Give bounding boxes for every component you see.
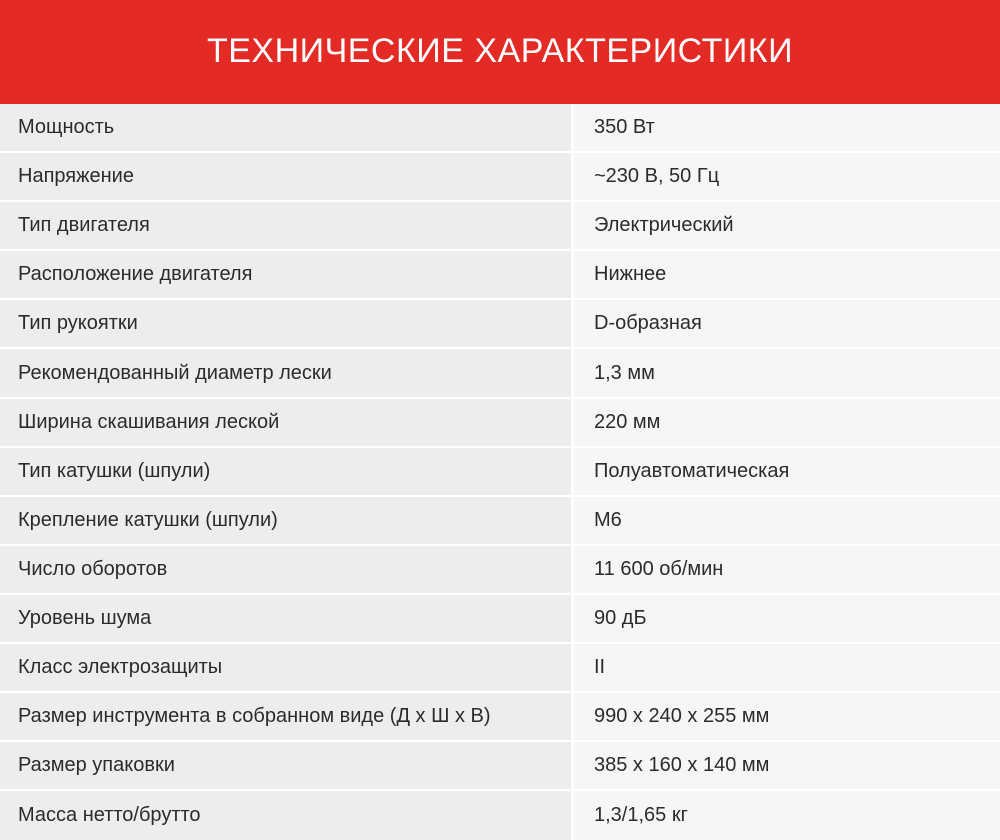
spec-value: М6 (574, 497, 1000, 544)
spec-label: Напряжение (0, 153, 574, 200)
spec-value: 1,3/1,65 кг (574, 791, 1000, 840)
spec-value: D-образная (574, 300, 1000, 347)
spec-value: 90 дБ (574, 595, 1000, 642)
spec-value: Электрический (574, 202, 1000, 249)
spec-label: Класс электрозащиты (0, 644, 574, 691)
spec-table (0, 104, 1000, 840)
spec-value: Полуавтоматическая (574, 448, 1000, 495)
spec-value: 350 Вт (574, 104, 1000, 151)
spec-label: Тип катушки (шпули) (0, 448, 574, 495)
spec-row (0, 202, 1000, 251)
specs-header (0, 0, 1000, 104)
spec-value: II (574, 644, 1000, 691)
spec-row (0, 104, 1000, 153)
spec-label: Мощность (0, 104, 574, 151)
spec-row (0, 497, 1000, 546)
spec-row (0, 300, 1000, 349)
spec-label: Число оборотов (0, 546, 574, 593)
spec-value: 220 мм (574, 399, 1000, 446)
spec-label: Ширина скашивания леской (0, 399, 574, 446)
spec-label: Расположение двигателя (0, 251, 574, 298)
spec-label: Уровень шума (0, 595, 574, 642)
spec-label: Тип двигателя (0, 202, 574, 249)
spec-row (0, 448, 1000, 497)
spec-label: Рекомендованный диаметр лески (0, 349, 574, 396)
spec-label: Крепление катушки (шпули) (0, 497, 574, 544)
spec-label: Размер упаковки (0, 742, 574, 789)
spec-row (0, 251, 1000, 300)
spec-row (0, 595, 1000, 644)
spec-row (0, 546, 1000, 595)
spec-label: Тип рукоятки (0, 300, 574, 347)
spec-label: Размер инструмента в собранном виде (Д x Ш x В) (0, 693, 574, 740)
spec-label: Масса нетто/брутто (0, 791, 574, 840)
spec-value: 11 600 об/мин (574, 546, 1000, 593)
spec-row (0, 644, 1000, 693)
spec-value: 385 x 160 x 140 мм (574, 742, 1000, 789)
spec-row (0, 399, 1000, 448)
spec-value: Нижнее (574, 251, 1000, 298)
spec-row (0, 693, 1000, 742)
spec-value: 990 x 240 x 255 мм (574, 693, 1000, 740)
spec-value: ~230 В, 50 Гц (574, 153, 1000, 200)
spec-row (0, 791, 1000, 840)
page-title: ТЕХНИЧЕСКИЕ ХАРАКТЕРИСТИКИ (206, 31, 794, 70)
spec-row (0, 349, 1000, 398)
spec-row (0, 742, 1000, 791)
spec-value: 1,3 мм (574, 349, 1000, 396)
spec-row (0, 153, 1000, 202)
